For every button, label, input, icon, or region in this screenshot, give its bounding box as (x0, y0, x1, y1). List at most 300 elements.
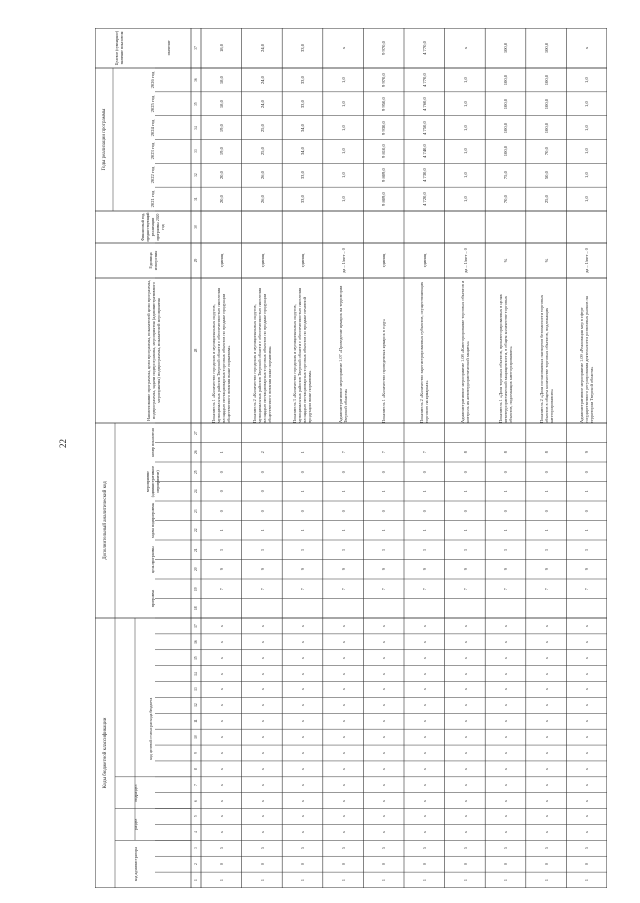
code-cell: x (381, 720, 387, 723)
code-cell: 1 (462, 529, 468, 532)
code-cell: x (259, 815, 265, 818)
code-cell: x (299, 831, 305, 834)
code-cell: 3 (584, 548, 590, 551)
code-cell: x (543, 831, 549, 834)
code-cell: x (259, 672, 265, 675)
code-cell: x (421, 831, 427, 834)
header-program2: программа (150, 589, 155, 608)
code-cell: x (218, 831, 224, 834)
row-target-value: 9 970,0 (381, 41, 387, 55)
code-cell: x (502, 672, 508, 675)
code-cell: 0 (584, 863, 590, 866)
column-number: 36 (193, 78, 198, 82)
row-naming: Административное мероприятие 1.08 «Категорирование торговых объектов и контроль их антитеррористической защиты» (459, 280, 470, 423)
row-year-value: 4 740,0 (421, 144, 427, 159)
code-cell: x (421, 815, 427, 818)
code-cell: 3 (299, 548, 305, 551)
column-number: 18 (193, 606, 198, 611)
code-cell: 9 (584, 568, 590, 571)
code-cell: 3 (381, 548, 387, 551)
row-year-value: 1,0 (340, 77, 346, 83)
code-cell: 0 (421, 470, 427, 473)
code-cell: x (543, 720, 549, 723)
code-cell: x (218, 799, 224, 802)
row-fin-year (363, 211, 404, 243)
row-year-value: 4 730,0 (421, 168, 427, 183)
code-cell: x (259, 720, 265, 723)
code-cell: 0 (299, 863, 305, 866)
row-naming: Показатель 1 «Доля торговых объектов, прокатегорированных в целях антитеррористической защищенности, в общем количестве торговых объектов, подлежащих категорированию» (497, 294, 513, 423)
code-cell: x (340, 799, 346, 802)
code-cell: 0 (381, 863, 387, 866)
code-cell: x (584, 640, 590, 643)
column-number: 9 (193, 752, 198, 754)
code-cell: 5 (259, 847, 265, 850)
row-year-value: 9 970,0 (381, 73, 387, 87)
header-indicator-number: номер показателя (150, 428, 155, 457)
code-cell: x (462, 656, 468, 659)
code-cell: x (543, 736, 549, 739)
code-cell: x (462, 767, 468, 770)
column-number: 7 (193, 783, 198, 786)
header-naming: Наименование программы, цели программы, показателей цели программы, подпрограммы, задачи подпрограммы, мероприятия (административного мероприятия) подпрограммы, показателей мероприятия (145, 280, 161, 421)
code-cell: 5 (340, 847, 346, 850)
code-cell: x (584, 752, 590, 754)
code-cell: x (584, 736, 590, 739)
code-cell: x (584, 720, 590, 723)
row-year-value: 33,0 (299, 195, 305, 204)
code-cell: 1 (502, 490, 508, 493)
header-extra-group: Дополнительный аналитический код (102, 481, 108, 560)
row-unit: да – 1/нет – 0 (584, 248, 590, 273)
code-cell: 2 (259, 451, 265, 454)
code-cell: 7 (421, 451, 427, 454)
code-cell: 3 (543, 548, 549, 551)
row-year-value: 1,0 (462, 77, 468, 83)
code-cell: 7 (299, 587, 305, 590)
code-cell: 0 (543, 863, 549, 866)
code-cell: 0 (299, 470, 305, 473)
header-value: значение (165, 40, 171, 56)
row-unit: единиц (421, 253, 427, 268)
row-target-value: 24,0 (259, 43, 265, 53)
code-cell: x (381, 831, 387, 834)
column-number: 35 (193, 101, 198, 106)
row-unit: единиц (299, 253, 305, 268)
row-target-value: x (462, 46, 468, 50)
code-cell: 0 (340, 470, 346, 473)
code-cell: 5 (299, 847, 305, 850)
header-target: Целевое (суммарное) значение показателя (115, 30, 124, 66)
code-cell: 0 (462, 470, 468, 473)
code-cell: 0 (218, 509, 224, 512)
code-cell: 5 (218, 847, 224, 850)
code-cell: 1 (259, 879, 265, 882)
code-cell: x (462, 815, 468, 818)
code-cell: x (381, 799, 387, 802)
row-year-value: 1,0 (584, 196, 590, 202)
column-number: 20 (193, 567, 198, 572)
row-year-value: 1,0 (584, 124, 590, 131)
code-cell: x (584, 767, 590, 770)
row-year-value: 9 950,0 (381, 96, 387, 111)
code-cell: x (340, 672, 346, 675)
column-number: 29 (193, 258, 198, 263)
code-cell: x (502, 656, 508, 659)
code-cell: x (340, 704, 346, 707)
code-cell: 0 (584, 509, 590, 512)
code-cell: x (462, 736, 468, 739)
column-number: 26 (193, 450, 198, 455)
code-cell: 1 (421, 529, 427, 532)
code-cell: x (218, 720, 224, 723)
row-naming: Показатель 2 «Доля согласованных паспортов безопасности торговых объектов в общем количестве торговых объектов, подлежащих категорированию» (538, 295, 554, 423)
row-target-value: 33,0 (299, 43, 305, 53)
row-year-value: 1,0 (340, 100, 346, 107)
code-cell: 0 (340, 863, 346, 866)
code-cell: 9 (340, 568, 346, 571)
row-year-value: 100,0 (543, 122, 549, 133)
column-number: 32 (193, 173, 198, 178)
code-cell: 8 (462, 451, 468, 454)
column-number: 30 (193, 225, 198, 229)
code-cell: 9 (502, 568, 508, 571)
code-cell: 5 (381, 847, 387, 850)
row-year-value: 100,0 (543, 98, 549, 109)
code-cell: 9 (543, 568, 549, 571)
code-cell: 7 (462, 587, 468, 590)
code-cell: x (462, 799, 468, 802)
code-cell: 1 (381, 879, 387, 882)
code-cell: 1 (421, 879, 427, 882)
row-unit: единиц (218, 253, 224, 268)
code-cell: 7 (340, 587, 346, 590)
code-cell: x (259, 688, 265, 691)
row-year-value: 1,0 (340, 148, 346, 155)
code-cell: x (299, 704, 305, 707)
code-cell: x (543, 799, 549, 802)
code-cell: x (218, 624, 224, 627)
code-cell: x (259, 640, 265, 643)
row-target-value: 4 770,0 (421, 41, 427, 55)
row-year-value: 75,0 (502, 171, 508, 180)
code-cell: x (340, 720, 346, 723)
column-number: 13 (193, 687, 198, 692)
code-cell: x (543, 640, 549, 643)
code-cell: x (259, 799, 265, 802)
code-cell: x (218, 704, 224, 707)
row-year-value: 1,0 (584, 77, 590, 83)
code-cell: 7 (381, 451, 387, 454)
row-year-value: 9 809,0 (381, 168, 387, 183)
code-cell: 7 (584, 587, 590, 590)
row-year-value: 9 809,0 (381, 192, 387, 206)
row-year-value: 24,0 (259, 99, 265, 108)
row-year-value: 1,0 (462, 148, 468, 155)
code-cell: x (340, 656, 346, 659)
column-number: 21 (193, 547, 198, 552)
row-year-value: 1,0 (340, 172, 346, 179)
column-number: 37 (193, 46, 198, 50)
code-cell: x (259, 752, 265, 754)
row-unit: % (543, 258, 549, 263)
code-cell: 1 (340, 529, 346, 532)
code-cell: 3 (218, 548, 224, 551)
code-cell: x (421, 783, 427, 786)
row-target-value: 100,0 (502, 42, 508, 54)
row-year-value: 33,0 (299, 99, 305, 108)
code-cell: x (462, 688, 468, 691)
code-cell: x (543, 624, 549, 627)
code-cell: x (259, 767, 265, 770)
row-unit: да – 1/нет – 0 (340, 248, 346, 273)
column-number: 10 (193, 735, 198, 739)
code-cell: 8 (502, 451, 508, 454)
code-cell: 7 (340, 451, 346, 454)
row-year-value: 33,0 (299, 75, 305, 84)
code-cell: x (340, 783, 346, 786)
code-cell: x (381, 656, 387, 659)
row-year-value: 1,0 (462, 124, 468, 131)
code-cell: x (543, 815, 549, 818)
code-cell: 1 (502, 879, 508, 882)
code-cell: 1 (502, 529, 508, 532)
header-activity: мероприятие (административное мероприятие) (145, 465, 160, 498)
code-cell: x (502, 624, 508, 627)
code-cell: 9 (218, 568, 224, 571)
code-cell: x (218, 783, 224, 786)
code-cell: 0 (259, 509, 265, 512)
code-cell: 9 (299, 568, 305, 571)
code-cell: 5 (584, 847, 590, 850)
code-cell: 3 (340, 548, 346, 551)
row-naming: Показатель 1 «Количество проведенных ярмарок в году» (381, 318, 387, 423)
code-cell: x (340, 752, 346, 754)
column-number: 24 (193, 489, 198, 494)
code-cell: 1 (462, 490, 468, 493)
code-cell: x (502, 720, 508, 723)
row-unit: единиц (259, 253, 265, 268)
code-cell: x (218, 752, 224, 754)
code-cell: x (259, 831, 265, 834)
row-year-value: 9 810,0 (381, 144, 387, 159)
code-cell: 9 (259, 568, 265, 571)
column-number: 34 (193, 125, 198, 130)
code-cell: x (218, 672, 224, 675)
code-cell: x (462, 672, 468, 675)
row-naming: Административное мероприятие 1.07 «Проведение ярмарок на территории Тверской области» (338, 285, 349, 423)
code-cell: 1 (381, 490, 387, 493)
header-codes-group: Коды бюджетной классификации (102, 717, 108, 789)
row-target-value: x (584, 46, 590, 50)
row-fin-year (404, 211, 445, 243)
code-cell: x (502, 815, 508, 818)
header-section: раздел (132, 818, 138, 831)
code-cell: x (218, 815, 224, 818)
code-cell: 9 (381, 568, 387, 571)
code-cell: x (502, 767, 508, 770)
code-cell: x (218, 767, 224, 770)
row-naming: Показатель 3 «Количество городских и муниципальных округов, муниципальных районов Тверской области с обеспеченностью населения площадью нестационарных торговых объектов по продаже печатной продукции ниже норматива» (292, 287, 313, 423)
code-cell: x (462, 720, 468, 723)
code-cell: 0 (543, 470, 549, 473)
code-cell: x (543, 688, 549, 691)
row-target-value: 100,0 (543, 42, 549, 54)
code-cell: x (259, 704, 265, 707)
code-cell: 7 (543, 587, 549, 590)
code-cell: 3 (421, 548, 427, 551)
row-unit: % (502, 258, 508, 263)
code-cell: x (340, 624, 346, 627)
code-cell: x (584, 672, 590, 675)
column-number: 25 (193, 469, 198, 474)
column-number: 23 (193, 508, 198, 513)
code-cell: 1 (299, 529, 305, 532)
header-year-2025: 2025 год (149, 95, 155, 113)
code-cell: 7 (218, 587, 224, 590)
header-subsection: подраздел (132, 784, 138, 802)
code-cell: x (502, 831, 508, 834)
code-cell: x (502, 704, 508, 707)
row-year-value: 18,0 (218, 99, 224, 108)
code-cell: x (381, 736, 387, 739)
code-cell: x (584, 688, 590, 691)
code-cell: 1 (340, 879, 346, 882)
row-year-value: 100,0 (502, 74, 508, 86)
code-cell: 0 (381, 509, 387, 512)
code-cell: x (381, 672, 387, 675)
code-cell: x (462, 752, 468, 754)
code-cell: x (421, 688, 427, 691)
code-cell: x (462, 704, 468, 707)
column-number: 8 (193, 767, 198, 770)
code-cell: 1 (259, 529, 265, 532)
code-cell: x (502, 688, 508, 691)
code-cell: 9 (421, 568, 427, 571)
code-cell: 0 (502, 863, 508, 866)
code-cell: x (421, 640, 427, 643)
code-cell: x (543, 783, 549, 786)
code-cell: x (543, 672, 549, 675)
code-cell: x (299, 656, 305, 659)
code-cell: 7 (421, 587, 427, 590)
code-cell: x (502, 783, 508, 786)
row-fin-year (323, 211, 364, 243)
code-cell: x (381, 624, 387, 627)
code-cell: x (584, 799, 590, 802)
column-number: 3 (193, 847, 198, 850)
row-year-value: 25,0 (259, 147, 265, 156)
row-year-value: 26,0 (259, 195, 265, 204)
row-year-value: 24,0 (259, 75, 265, 84)
code-cell: x (543, 752, 549, 754)
column-number: 19 (193, 586, 198, 591)
row-year-value: 70,0 (543, 147, 549, 156)
row-year-value: 1,0 (584, 100, 590, 107)
code-cell: x (299, 640, 305, 643)
column-number: 12 (193, 703, 198, 708)
row-fin-year (282, 211, 323, 243)
header-year-2023: 2023 год (149, 143, 155, 160)
code-cell: x (299, 767, 305, 770)
code-cell: 0 (259, 490, 265, 493)
column-number: 28 (193, 348, 198, 353)
row-year-value: 18,0 (218, 75, 224, 84)
code-cell: x (381, 640, 387, 643)
row-year-value: 70,0 (502, 195, 508, 204)
code-cell: 1 (584, 879, 590, 882)
code-cell: x (299, 783, 305, 786)
column-number: 31 (193, 197, 198, 201)
row-naming: Показатель 1 «Количество городских и муниципальных округов, муниципальных районов Тверской области с обеспеченностью населения площадью нестационарных торговых объектов по продаже продукции общественного питания выше норматива» (211, 287, 232, 423)
code-cell: x (259, 656, 265, 659)
code-cell: 9 (584, 451, 590, 454)
code-cell: x (421, 704, 427, 707)
code-cell: 1 (340, 490, 346, 493)
column-number: 16 (193, 640, 198, 644)
header-admin: код администратора (132, 847, 138, 882)
code-cell: x (299, 799, 305, 802)
column-number: 27 (193, 430, 198, 435)
column-number: 1 (193, 879, 198, 881)
code-cell: x (299, 752, 305, 754)
row-year-value: 4 720,0 (421, 192, 427, 206)
header-target-group: код целевой статьи расхода бюджета (147, 698, 153, 761)
code-cell: x (421, 656, 427, 659)
header-task-subprogram: задача подпрограммы (150, 502, 155, 539)
code-cell: x (421, 736, 427, 739)
code-cell: 0 (462, 863, 468, 866)
code-cell: x (340, 767, 346, 770)
column-number: 14 (193, 671, 198, 676)
code-cell: x (421, 672, 427, 675)
row-year-value: 9 930,0 (381, 120, 387, 135)
column-number: 5 (193, 815, 198, 818)
row-year-value: 1,0 (340, 124, 346, 131)
code-cell: x (584, 656, 590, 659)
row-year-value: 1,0 (462, 172, 468, 179)
code-cell: x (340, 736, 346, 739)
code-cell: x (421, 720, 427, 723)
code-cell: x (218, 640, 224, 643)
code-cell: 9 (462, 568, 468, 571)
code-cell: 0 (381, 470, 387, 473)
row-fin-year (242, 211, 283, 243)
code-cell: 0 (218, 863, 224, 866)
row-target-value: x (340, 46, 346, 50)
header-year-2021: 2021 год (149, 190, 155, 208)
code-cell: 0 (421, 509, 427, 512)
row-year-value: 1,0 (340, 196, 346, 202)
code-cell: 0 (218, 470, 224, 473)
row-year-value: 26,0 (259, 171, 265, 180)
code-cell: x (543, 767, 549, 770)
code-cell: 1 (299, 490, 305, 493)
code-cell: 7 (259, 587, 265, 590)
code-cell: x (299, 815, 305, 818)
code-cell: x (421, 624, 427, 627)
code-cell: 0 (299, 509, 305, 512)
column-number: 17 (193, 624, 198, 628)
row-year-value: 25,0 (259, 123, 265, 132)
code-cell: x (299, 672, 305, 675)
code-cell: 0 (584, 470, 590, 473)
code-cell: x (502, 736, 508, 739)
code-cell: x (421, 752, 427, 754)
code-cell: 0 (259, 470, 265, 473)
row-naming: Административное мероприятие 1.09 «Реализация мер в сфере государственного регулирования деятельности розничных рынков на территории Тверской области» (579, 296, 595, 423)
row-year-value: 19,0 (218, 123, 224, 132)
